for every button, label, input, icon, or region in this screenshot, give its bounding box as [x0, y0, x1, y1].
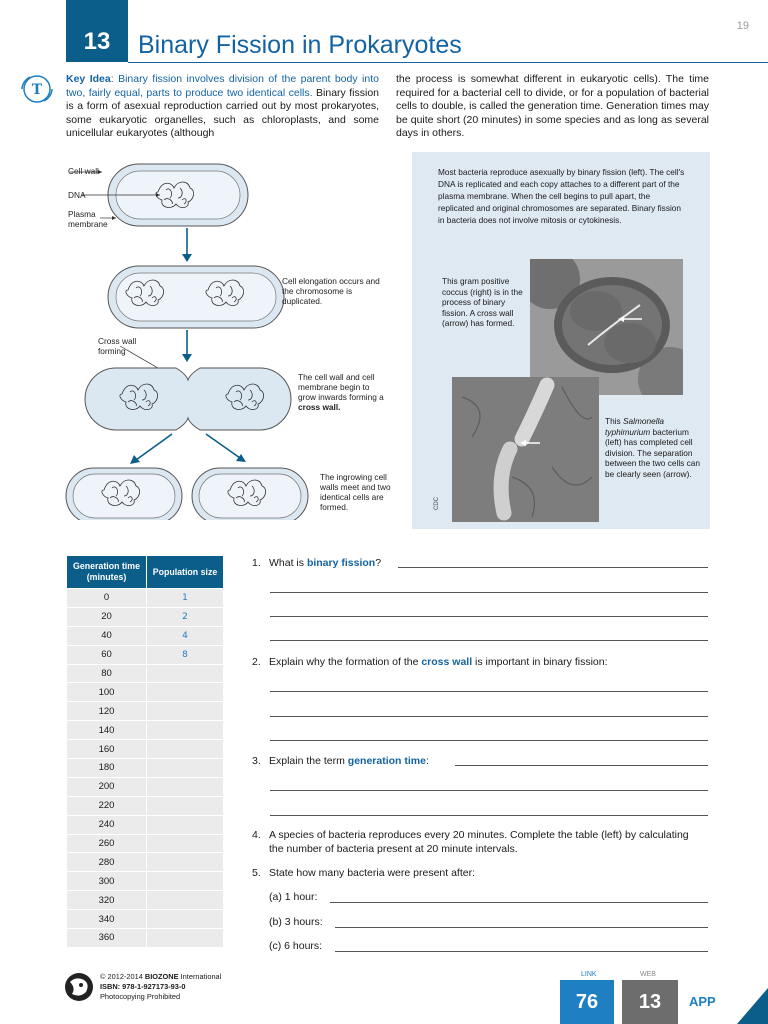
label-dna: DNA [68, 190, 86, 200]
generation-time-cell: 120 [67, 702, 147, 721]
answer-line[interactable] [270, 691, 708, 692]
intro-left [66, 73, 379, 141]
header-population-size: Population size [147, 556, 224, 589]
generation-time-cell: 360 [67, 929, 147, 948]
answer-line[interactable] [330, 902, 708, 903]
question-1: 1. What is binary fission? [252, 557, 382, 569]
answer-line[interactable] [270, 815, 708, 816]
footer-text: © 2012-2014 BIOZONE International ISBN: 978-1-927173-93-0 Photocopying Prohibited [100, 972, 222, 1001]
answer-line[interactable] [335, 927, 708, 928]
generation-time-cell: 260 [67, 834, 147, 853]
table-row [67, 834, 224, 853]
generation-time-cell: 200 [67, 777, 147, 796]
population-size-cell[interactable]: 4 [147, 626, 224, 645]
caption-coccus: This gram positive coccus (right) is in the process of binary fission. A cross wall (arrow) has formed. [442, 276, 523, 329]
cell-stage-3 [85, 368, 291, 430]
population-size-cell[interactable] [147, 796, 224, 815]
table-row [67, 645, 224, 664]
table-row [67, 872, 224, 891]
intro-right: the process is somewhat different in eukaryotic cells). The time required for a bacterial cell to divide, or for a population of bacterial cells to double, is called the generation time. Generation times may be quite short (20 minutes) in some species and as long as several days in others. [396, 73, 709, 139]
answer-line[interactable] [270, 592, 708, 593]
population-size-cell[interactable] [147, 759, 224, 778]
answer-line[interactable] [270, 640, 708, 641]
answer-line[interactable] [270, 716, 708, 717]
table-row [67, 721, 224, 740]
population-size-cell[interactable] [147, 929, 224, 948]
generation-time-cell: 100 [67, 683, 147, 702]
generation-time-cell: 300 [67, 872, 147, 891]
key-idea-label: Key Idea [66, 73, 111, 85]
label-cross-wall-forming: Cross wall forming [98, 336, 137, 356]
generation-time-cell: 140 [67, 721, 147, 740]
population-size-cell[interactable] [147, 834, 224, 853]
table-row [67, 759, 224, 778]
panel-text: Most bacteria reproduce asexually by binary fission (left). The cell's DNA is replicated and each copy attaches to a different part of the plasma membrane. When the cell begins to pull apart, the replicated and original chromosomes are separated. Binary fission in bacteria does not involve mitosis or cytokinesis. [438, 167, 685, 225]
image-credit: CDC [434, 497, 440, 510]
generation-time-cell: 340 [67, 910, 147, 929]
title-rule [128, 62, 768, 63]
answer-line[interactable] [270, 616, 708, 617]
table-row [67, 683, 224, 702]
table-row [67, 589, 224, 608]
caption-salmonella: This Salmonella typhimurium bacterium (left) has completed cell division. The separation between the two cells can be clearly seen (arrow). [605, 416, 701, 479]
table-row [67, 815, 224, 834]
answer-line[interactable] [398, 567, 708, 568]
label-step-identical-cells: The ingrowing cell walls meet and two identical cells are formed. [320, 472, 391, 512]
population-size-cell[interactable]: 8 [147, 645, 224, 664]
generation-table [66, 555, 224, 948]
biozone-logo-icon [64, 970, 94, 1004]
generation-time-cell: 0 [67, 589, 147, 608]
table-row [67, 740, 224, 759]
population-size-cell[interactable]: 2 [147, 607, 224, 626]
generation-time-cell: 40 [67, 626, 147, 645]
generation-time-cell: 80 [67, 664, 147, 683]
question-2: 2. Explain why the formation of the cross wall is important in binary fission: [252, 656, 608, 668]
table-row [67, 929, 224, 948]
answer-line[interactable] [270, 790, 708, 791]
generation-time-cell: 180 [67, 759, 147, 778]
table-row [67, 664, 224, 683]
table-row [67, 853, 224, 872]
generation-time-cell: 60 [67, 645, 147, 664]
population-size-cell[interactable] [147, 683, 224, 702]
question-5b: (b) 3 hours: [269, 916, 323, 928]
table-row [67, 796, 224, 815]
table-row [67, 626, 224, 645]
teacher-badge-icon [20, 74, 54, 104]
question-5a: (a) 1 hour: [269, 891, 318, 903]
label-step-cross-wall: The cell wall and cell membrane begin to grow inwards forming a cross wall. [298, 372, 384, 412]
table-row [67, 702, 224, 721]
salmonella-micrograph [452, 377, 599, 522]
label-plasma-membrane: Plasma membrane [68, 209, 108, 229]
label-step-elongation: Cell elongation occurs and the chromosome is duplicated. [282, 276, 380, 306]
app-label[interactable]: APP [689, 994, 716, 1009]
answer-line[interactable] [335, 951, 708, 952]
population-size-cell[interactable]: 1 [147, 589, 224, 608]
link-label: LINK [581, 971, 597, 978]
question-4: 4. A species of bacteria reproduces every 20 minutes. Complete the table (left) by calculating the number of bacteria present at 20 minute intervals. [252, 829, 689, 855]
generation-time-cell: 160 [67, 740, 147, 759]
population-size-cell[interactable] [147, 721, 224, 740]
label-cell-wall: Cell wall [68, 166, 99, 176]
table-row [67, 777, 224, 796]
page-number: 19 [736, 20, 749, 32]
intro-left-text: Binary fission is a form of asexual reproduction carried out by most prokaryotes, some eukaryotic organelles, such as chloroplasts, and some unicellular eukaryotes (although [66, 86, 379, 139]
population-size-cell[interactable] [147, 891, 224, 910]
generation-time-cell: 240 [67, 815, 147, 834]
population-size-cell[interactable] [147, 853, 224, 872]
activity-number: 13 [66, 0, 128, 62]
web-button[interactable]: 13 [622, 980, 678, 1024]
population-size-cell[interactable] [147, 740, 224, 759]
link-button[interactable]: 76 [560, 980, 614, 1024]
corner-shape [737, 988, 768, 1024]
population-size-cell[interactable] [147, 815, 224, 834]
answer-line[interactable] [270, 740, 708, 741]
table-row [67, 891, 224, 910]
question-5: 5. State how many bacteria were present after: [252, 867, 476, 879]
coccus-micrograph [530, 259, 683, 395]
page-title: Binary Fission in Prokaryotes [138, 31, 462, 59]
population-size-cell[interactable] [147, 777, 224, 796]
cell-stage-4-left [66, 468, 182, 520]
generation-time-cell: 320 [67, 891, 147, 910]
table-row [67, 910, 224, 929]
population-size-cell[interactable] [147, 664, 224, 683]
badge-letter: T [31, 82, 43, 98]
population-size-cell[interactable] [147, 910, 224, 929]
table-row [67, 607, 224, 626]
generation-time-cell: 280 [67, 853, 147, 872]
web-label: WEB [640, 971, 656, 978]
generation-time-cell: 220 [67, 796, 147, 815]
header-generation-time: Generation time (minutes) [67, 556, 147, 589]
question-3: 3. Explain the term generation time: [252, 755, 429, 767]
question-5c: (c) 6 hours: [269, 940, 323, 952]
answer-line[interactable] [455, 765, 708, 766]
population-size-cell[interactable] [147, 872, 224, 891]
cell-stage-2 [108, 266, 284, 328]
population-size-cell[interactable] [147, 702, 224, 721]
generation-time-cell: 20 [67, 607, 147, 626]
cell-stage-4-right [192, 468, 308, 520]
key-idea-text: : Binary fission involves division of the parent body into two, fairly equal, parts to produce two identical cells. [66, 73, 379, 99]
